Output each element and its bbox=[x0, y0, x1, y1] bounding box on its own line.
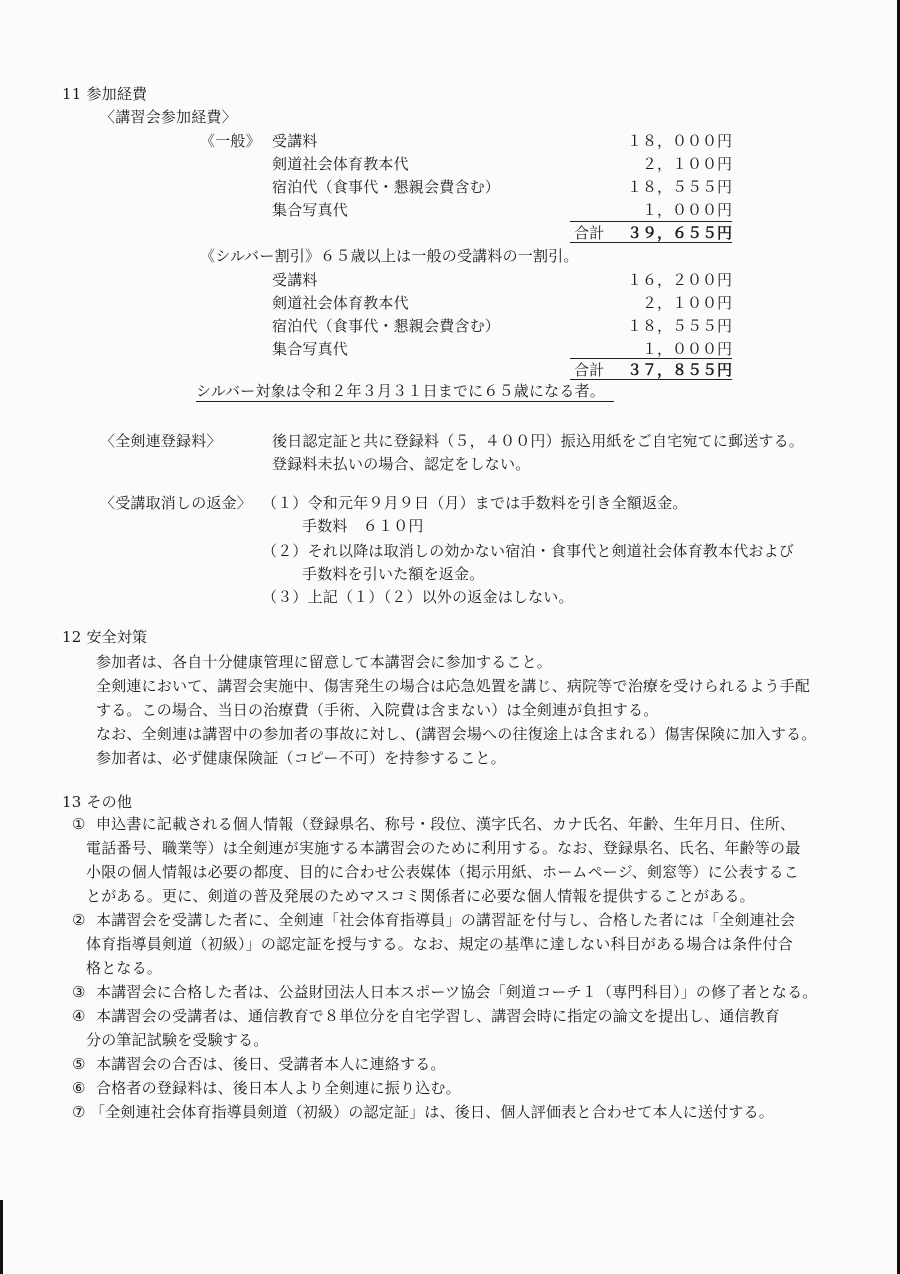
other-item-line: 合格者の登録料は、後日本人より全剣連に振り込む。 bbox=[96, 1079, 461, 1097]
general-item-name: 剣道社会体育教本代 bbox=[272, 155, 409, 173]
registration-label: 〈全剣連登録料〉 bbox=[100, 432, 222, 450]
other-item-line: 「全剣連社会体育指導員剣道（初級）の認定証」は、後日、個人評価表と合わせて本人に送付する。 bbox=[90, 1103, 775, 1121]
other-item-line: 体育指導員剣道（初級）」の認定証を授与する。なお、規定の基準に達しない科目がある場合は条件付合 bbox=[86, 935, 793, 953]
refund-item-2-cont: 手数料を引いた額を返金。 bbox=[302, 565, 485, 583]
silver-total-rule-bottom bbox=[570, 379, 732, 380]
silver-item-name: 受講料 bbox=[272, 271, 318, 289]
general-item-amount: ２，１００円 bbox=[641, 155, 732, 173]
general-item-name: 集合写真代 bbox=[272, 201, 349, 219]
other-item-number: ③ bbox=[72, 983, 86, 1001]
general-total-label: 合計 bbox=[574, 224, 605, 242]
refund-item-2: （２）それ以降は取消しの効かない宿泊・食事代と剣道社会体育教本代および bbox=[262, 542, 795, 560]
silver-label: 《シルバー割引》６５歳以上は一般の受講料の一割引。 bbox=[200, 247, 579, 265]
other-item-number: ⑥ bbox=[72, 1079, 86, 1097]
silver-note: シルバー対象は令和２年３月３１日までに６５歳になる者。 bbox=[196, 382, 605, 400]
silver-item-name: 宿泊代（食事代・懇親会費含む） bbox=[272, 317, 501, 335]
general-total-rule-bottom bbox=[570, 242, 732, 243]
other-item-line: 分の筆記試験を受験する。 bbox=[86, 1031, 269, 1049]
silver-item-amount: ２，１００円 bbox=[641, 294, 732, 312]
silver-item-amount: １，０００円 bbox=[641, 340, 732, 358]
other-item-line: 本講習会の受講者は、通信教育で８単位分を自宅学習し、講習会時に指定の論文を提出し、通信教育 bbox=[96, 1007, 781, 1025]
other-item-number: ② bbox=[72, 911, 86, 929]
safety-line: 全剣連において、講習会実施中、傷害発生の場合は応急処置を講じ、病院等で治療を受けられるよう手配 bbox=[96, 677, 811, 695]
section-12-heading: 12 安全対策 bbox=[62, 628, 148, 646]
refund-item-1: （１）令和元年９月９日（月）までは手数料を引き全額返金。 bbox=[262, 494, 688, 512]
other-item-line: 小限の個人情報は必要の都度、目的に合わせ公表媒体（掲示用紙、ホームページ、剣窓等）に公表するこ bbox=[86, 863, 799, 881]
silver-item-amount: １６，２００円 bbox=[626, 271, 732, 289]
refund-item-1-fee: 手数料 ６１０円 bbox=[302, 517, 424, 535]
other-item-number: ① bbox=[72, 815, 86, 833]
other-item-number: ④ bbox=[72, 1007, 86, 1025]
general-label: 《一般》 bbox=[200, 132, 261, 150]
general-item-name: 受講料 bbox=[272, 132, 318, 150]
refund-label: 〈受講取消しの返金〉 bbox=[100, 494, 253, 512]
general-total-rule-top bbox=[570, 221, 732, 222]
registration-line-1: 後日認定証と共に登録料（５，４００円）振込用紙をご自宅宛てに郵送する。 bbox=[272, 432, 805, 450]
scan-edge-left bbox=[0, 1200, 3, 1274]
safety-line: なお、全剣連は講習中の参加者の事故に対し、(講習会場への往復途上は含まれる）傷害保険に加入する。 bbox=[96, 725, 817, 743]
other-item-line: 本講習会の合否は、後日、受講者本人に連絡する。 bbox=[96, 1055, 446, 1073]
silver-item-name: 集合写真代 bbox=[272, 340, 349, 358]
other-item-line: 申込書に記載される個人情報（登録県名、称号・段位、漢字氏名、カナ氏名、年齢、生年月日、住所、 bbox=[96, 815, 796, 833]
general-item-amount: １８，０００円 bbox=[626, 132, 732, 150]
other-item-number: ⑤ bbox=[72, 1055, 86, 1073]
other-item-number: ⑦ bbox=[72, 1103, 86, 1121]
safety-line: 参加者は、各自十分健康管理に留意して本講習会に参加すること。 bbox=[96, 653, 553, 671]
general-total-amount: ３９，６５５円 bbox=[626, 224, 732, 242]
section-13-heading: 13 その他 bbox=[62, 793, 133, 811]
refund-item-3: （３）上記（１）（２）以外の返金はしない。 bbox=[262, 588, 574, 606]
silver-note-underline bbox=[196, 401, 614, 402]
safety-line: する。この場合、当日の治療費（手術、入院費は含まない）は全剣連が負担する。 bbox=[96, 701, 659, 719]
silver-item-amount: １８，５５５円 bbox=[626, 317, 732, 335]
registration-line-2: 登録料未払いの場合、認定をしない。 bbox=[272, 455, 531, 473]
silver-total-amount: ３７，８５５円 bbox=[626, 361, 732, 379]
other-item-line: とがある。更に、剣道の普及発展のためマスコミ関係者に必要な個人情報を提供することがある。 bbox=[86, 887, 755, 905]
other-item-line: 本講習会を受講した者に、全剣連「社会体育指導員」の講習証を付与し、合格した者には「全剣連社会 bbox=[96, 911, 796, 929]
section-11-heading: 11 参加経費 bbox=[62, 85, 148, 103]
other-item-line: 電話番号、職業等）は全剣連が実施する本講習会のために利用する。なお、登録県名、氏名、年齢等の最 bbox=[86, 839, 801, 857]
general-item-amount: １８，５５５円 bbox=[626, 178, 732, 196]
silver-item-name: 剣道社会体育教本代 bbox=[272, 294, 409, 312]
general-item-amount: １，０００円 bbox=[641, 201, 732, 219]
other-item-line: 本講習会に合格した者は、公益財団法人日本スポーツ協会「剣道コーチ１（専門科目）」の修了者となる。 bbox=[96, 983, 818, 1001]
course-fee-label: 〈講習会参加経費〉 bbox=[100, 108, 237, 126]
silver-total-rule-top bbox=[570, 358, 732, 359]
other-item-line: 格となる。 bbox=[86, 959, 163, 977]
silver-total-label: 合計 bbox=[574, 361, 605, 379]
safety-line: 参加者は、必ず健康保険証（コピー不可）を持参すること。 bbox=[96, 749, 506, 767]
general-item-name: 宿泊代（食事代・懇親会費含む） bbox=[272, 178, 501, 196]
